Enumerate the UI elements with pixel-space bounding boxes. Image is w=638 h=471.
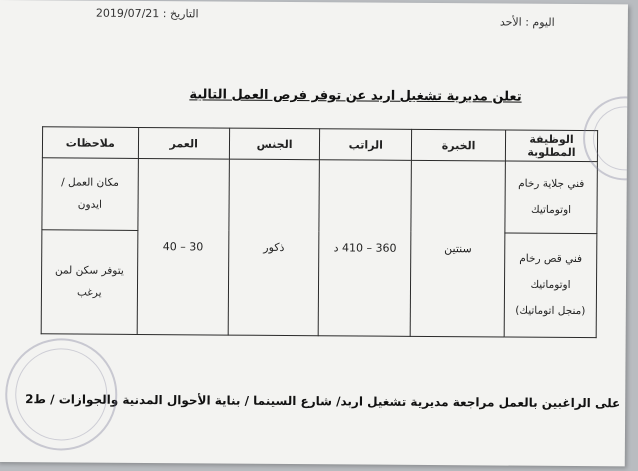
notes-cell xyxy=(42,158,138,230)
experience-cell: سنتين xyxy=(410,160,505,337)
salary-cell: 360 – 410 د xyxy=(318,160,411,337)
column-header-age: العمر xyxy=(138,127,229,159)
column-header-job: الوظيفة المطلوبة xyxy=(505,130,597,162)
column-header-gender: الجنس xyxy=(229,128,320,160)
note-line: يرغب xyxy=(76,286,102,300)
job-openings-table xyxy=(41,126,598,338)
note-line: ايدون xyxy=(77,198,102,212)
job-title-line: اوتوماتيك xyxy=(530,204,572,217)
job-cell xyxy=(504,233,597,338)
document-date: التاريخ : 2019/07/21 xyxy=(95,6,199,21)
table-row xyxy=(42,158,597,234)
notes-cell xyxy=(41,229,137,334)
column-header-notes: ملاحظات xyxy=(42,127,138,159)
gender-cell: ذكور xyxy=(228,159,320,336)
note-line: مكان العمل / xyxy=(61,176,119,190)
job-title-line: اوتوماتيك xyxy=(530,279,571,292)
document-day: اليوم : الأحد xyxy=(499,15,555,29)
job-title-line: فني قص رخام xyxy=(519,252,583,266)
table-header-row xyxy=(42,127,597,162)
column-header-experience: الخبرة xyxy=(412,129,506,161)
application-instructions: على الراغبين بالعمل مراجعة مديرية تشغيل اربد/ شارع السينما / بناية الأحوال المدنية والجوازات / ط2 xyxy=(25,392,621,411)
job-cell xyxy=(505,161,597,233)
note-line: يتوفر سكن لمن xyxy=(54,264,124,278)
announcement-title: تعلن مديرية تشغيل اربد عن توفر فرص العمل التالية xyxy=(189,87,522,105)
column-header-salary: الراتب xyxy=(320,129,412,161)
job-title-line: (منجل اتوماتيك) xyxy=(515,304,586,318)
official-stamp-icon xyxy=(0,318,138,466)
job-title-line: فني جلاية رخام xyxy=(518,177,585,191)
age-cell: 30 – 40 xyxy=(137,158,229,335)
